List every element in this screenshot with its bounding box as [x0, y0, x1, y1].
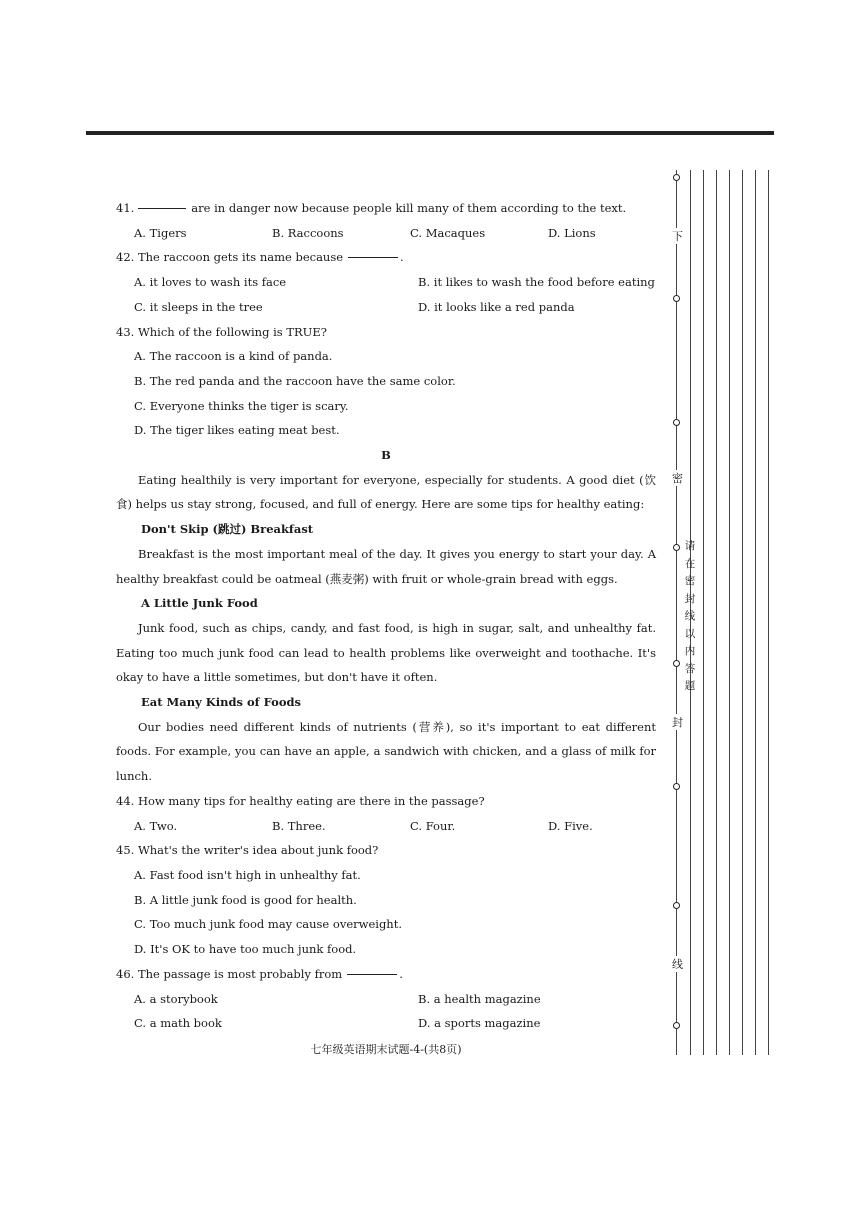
option-c: C. Too much junk food may cause overweight. [134, 917, 402, 932]
tip-text: Our bodies need different kinds of nutrients (营养), so it's important to eat different foods. For example, you can have an apple, a sandwich with chicken, and a glass of milk for lunch. [116, 719, 656, 784]
option-a: A. Two. [134, 818, 178, 833]
options-41 [116, 221, 656, 246]
seal-label: 封 [672, 716, 683, 729]
question-45: 45. What's the writer's idea about junk food? [116, 843, 379, 858]
option-b: B. Three. [272, 818, 326, 833]
margin-rule [729, 170, 730, 1055]
seal-line [676, 170, 677, 1055]
seal-circle [673, 660, 680, 667]
option-b: B. a health magazine [418, 991, 541, 1006]
margin-rule [755, 170, 756, 1055]
option-d: D. a sports magazine [418, 1016, 541, 1031]
option-b: B. it likes to wash the food before eating [418, 275, 655, 290]
question-42 [116, 245, 656, 270]
option-c: C. Macaques [410, 225, 486, 240]
option-c: C. Everyone thinks the tiger is scary. [134, 398, 349, 413]
option-d: D. it looks like a red panda [418, 299, 575, 314]
option-d: D. It's OK to have too much junk food. [134, 942, 357, 957]
question-43: 43. Which of the following is TRUE? [116, 324, 327, 339]
option-c: C. it sleeps in the tree [134, 299, 263, 314]
margin-rule [716, 170, 717, 1055]
top-rule [86, 131, 774, 135]
options-46-row1 [116, 987, 656, 1012]
option-a: A. The raccoon is a kind of panda. [134, 349, 333, 364]
option-d: D. Lions [548, 225, 596, 240]
seal-label: 线 [672, 958, 683, 971]
option-a: A. Tigers [134, 225, 187, 240]
tip-heading: Don't Skip (跳过) Breakfast [141, 522, 314, 537]
options-46-row2 [116, 1011, 656, 1036]
seal-label: 密 [672, 472, 683, 485]
answer-blank [347, 962, 397, 975]
option-a: A. a storybook [134, 991, 218, 1006]
options-42-row1 [116, 270, 656, 295]
question-number: 41. [116, 201, 135, 215]
question-46 [116, 962, 656, 987]
tip-text: Breakfast is the most important meal of the day. It gives you energy to start your day. A healthy breakfast could be oatmeal (燕麦粥) with fruit or whole-grain bread with eggs. [116, 546, 656, 586]
option-c: C. Four. [410, 818, 456, 833]
exam-content [116, 196, 656, 1063]
option-b: B. The red panda and the raccoon have the same color. [134, 373, 456, 388]
answer-blank [138, 196, 186, 209]
seal-circle [673, 174, 680, 181]
seal-circle [673, 902, 680, 909]
margin-rule [703, 170, 704, 1055]
page-footer: 七年级英语期末试题-4-(共8页) [310, 1042, 462, 1056]
question-end: . [400, 250, 404, 265]
seal-label: 下 [672, 230, 683, 243]
seal-circle [673, 1022, 680, 1029]
option-d: D. Five. [548, 818, 593, 833]
seal-circle [673, 544, 680, 551]
tip-heading: Eat Many Kinds of Foods [141, 695, 302, 710]
seal-notice: 请在密封线以内答题 [684, 540, 696, 692]
question-stem: are in danger now because people kill many of them according to the text. [191, 201, 627, 215]
passage-intro: Eating healthily is very important for everyone, especially for students. A good diet (饮食) helps us stay strong, focused, and full of energy. Here are some tips for healthy eating: [116, 472, 656, 512]
margin-rule [768, 170, 769, 1055]
question-end: . [399, 966, 403, 981]
option-d: D. The tiger likes eating meat best. [134, 423, 340, 438]
question-41 [116, 196, 656, 221]
seal-circle [673, 783, 680, 790]
tip-heading: A Little Junk Food [141, 596, 258, 611]
seal-circle [673, 419, 680, 426]
question-stem: 42. The raccoon gets its name because [116, 250, 344, 265]
seal-circle [673, 295, 680, 302]
section-heading: B [381, 448, 391, 463]
question-stem: 46. The passage is most probably from [116, 966, 343, 981]
options-42-row2 [116, 295, 656, 320]
option-c: C. a math book [134, 1016, 222, 1031]
option-a: A. it loves to wash its face [134, 275, 287, 290]
option-b: B. A little junk food is good for health. [134, 892, 357, 907]
question-44: 44. How many tips for healthy eating are there in the passage? [116, 793, 485, 808]
margin-rule [742, 170, 743, 1055]
options-44 [116, 814, 656, 839]
answer-blank [348, 245, 398, 258]
option-a: A. Fast food isn't high in unhealthy fat. [134, 867, 361, 882]
option-b: B. Raccoons [272, 225, 344, 240]
tip-text: Junk food, such as chips, candy, and fast food, is high in sugar, salt, and unhealthy fat. Eating too much junk food can lead to health problems like overweight and toothache. It's okay to have a little sometimes, but don't have it often. [116, 620, 656, 685]
